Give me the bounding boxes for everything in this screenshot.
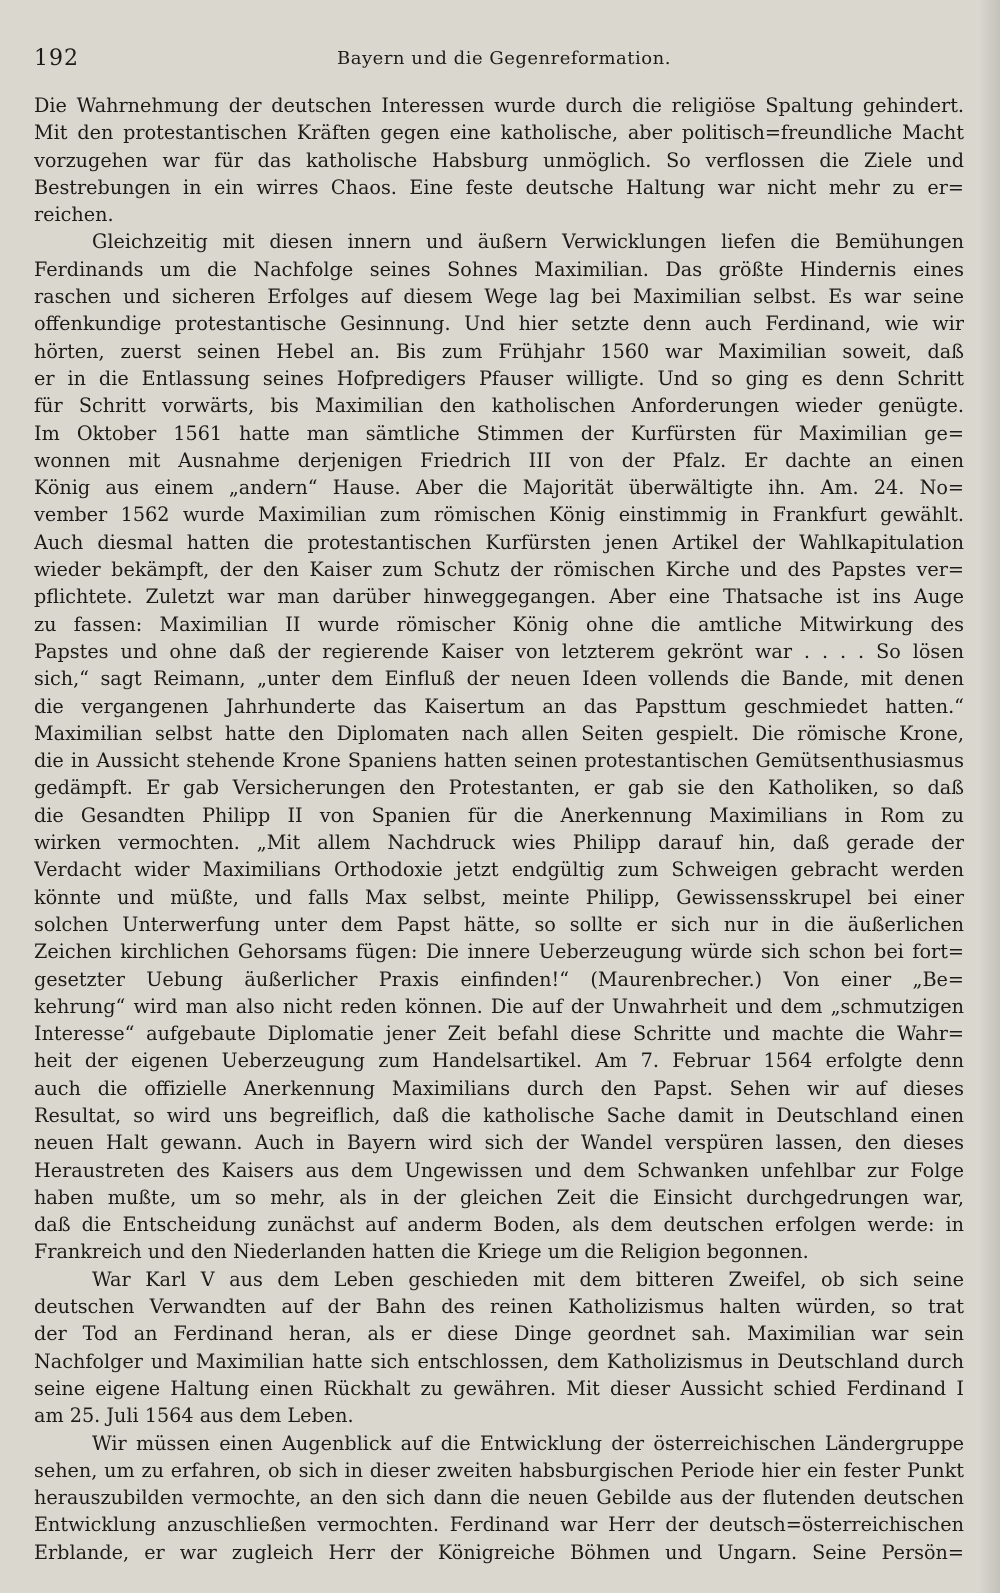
text-line: am 25. Juli 1564 aus dem Leben.: [34, 1404, 354, 1428]
text-line: gesetzter Uebung äußerlicher Praxis einfinden!“ (Maurenbrecher.) Von einer „Be=: [34, 967, 964, 991]
text-line: könnte und müßte, und falls Max selbst, meinte Philipp, Gewissensskrupel bei einer: [34, 885, 964, 909]
text-line: Die Wahrnehmung der deutschen Interessen wurde durch die religiöse Spaltung gehindert.: [34, 94, 964, 117]
text-line: Papstes und ohne daß der regierende Kaiser von letzterem gekrönt war . . . . So lösen: [34, 639, 964, 663]
text-line: hörten, zuerst seinen Hebel an. Bis zum Frühjahr 1560 war Maximilian soweit, daß: [34, 339, 964, 363]
text-line: Bestrebungen in ein wirres Chaos. Eine feste deutsche Haltung war nicht mehr zu er=: [34, 175, 964, 199]
text-line: kehrung“ wird man also nicht reden können. Die auf der Unwahrheit und dem „schmutzigen: [34, 994, 964, 1018]
text-line: wonnen mit Ausnahme derjenigen Friedrich III von der Pfalz. Er dachte an einen: [34, 448, 964, 472]
text-line: die Gesandten Philipp II von Spanien für die Anerkennung Maximilians in Rom zu: [34, 803, 964, 827]
text-line: Maximilian selbst hatte den Diplomaten nach allen Seiten gespielt. Die römische Krone,: [34, 721, 964, 745]
text-line: gedämpft. Er gab Versicherungen den Protestanten, er gab sie den Katholiken, so daß: [34, 776, 964, 800]
text-line: daß die Entscheidung zunächst auf anderm Boden, als dem deutschen erfolgen werde: in: [34, 1213, 964, 1237]
text-line: auch die offizielle Anerkennung Maximilians durch den Papst. Sehen wir auf dieses: [34, 1076, 964, 1100]
text-line: die vergangenen Jahrhunderte das Kaisertum an das Papsttum geschmiedet hatten.“: [34, 694, 964, 718]
text-line: Entwicklung anzuschließen vermochten. Ferdinand war Herr der deutsch=österreichischen: [34, 1513, 964, 1537]
text-line: vember 1562 wurde Maximilian zum römischen König einstimmig in Frankfurt gewählt.: [34, 503, 964, 527]
text-line: König aus einem „andern“ Hause. Aber die Majorität überwältigte ihn. Am. 24. No=: [34, 476, 964, 500]
page-number: 192: [34, 46, 79, 71]
running-title: Bayern und die Gegenreformation.: [337, 48, 671, 69]
text-line: pflichtete. Zuletzt war man darüber hinweggegangen. Aber eine Thatsache ist ins Auge: [34, 585, 964, 609]
running-header: [34, 44, 964, 80]
text-line: haben mußte, um so mehr, als in der gleichen Zeit die Einsicht durchgedrungen war,: [34, 1185, 964, 1209]
text-line: herauszubilden vermochte, an den sich dann die neuen Gebilde aus der flutenden deutschen: [34, 1486, 964, 1510]
text-line: solchen Unterwerfung unter dem Papst hätte, so sollte er sich nur in die äußerlichen: [34, 912, 964, 936]
text-line: Ferdinands um die Nachfolge seines Sohnes Maximilian. Das größte Hindernis eines: [34, 257, 964, 281]
text-line: raschen und sicheren Erfolges auf diesem Wege lag bei Maximilian selbst. Es war seine: [34, 285, 964, 309]
text-line: wieder bekämpft, der den Kaiser zum Schutz der römischen Kirche und des Papstes ver=: [34, 558, 964, 582]
text-line: seine eigene Haltung einen Rückhalt zu gewähren. Mit dieser Aussicht schied Ferdinand I: [34, 1376, 964, 1400]
text-line: der Tod an Ferdinand heran, als er diese Dinge geordnet sah. Maximilian war sein: [34, 1322, 964, 1346]
text-line: Mit den protestantischen Kräften gegen eine katholische, aber politisch=freundliche Macht: [34, 121, 964, 145]
text-line: neuen Halt gewann. Auch in Bayern wird sich der Wandel verspüren lassen, den dieses: [34, 1131, 964, 1155]
text-line: wirken vermochten. „Mit allem Nachdruck wies Philipp darauf hin, daß gerade der: [34, 831, 964, 855]
text-line: Verdacht wider Maximilians Orthodoxie jetzt endgültig zum Schweigen gebracht werden: [34, 858, 964, 882]
text-line: Resultat, so wird uns begreiflich, daß die katholische Sache damit in Deutschland einen: [34, 1103, 964, 1127]
text-line: die in Aussicht stehende Krone Spaniens hatten seinen protestantischen Gemütsenthusiasmus: [34, 749, 964, 773]
text-line: Interesse“ aufgebaute Diplomatie jener Zeit befahl diese Schritte und machte die Wahr=: [34, 1022, 964, 1046]
text-line: sich,“ sagt Reimann, „unter dem Einfluß der neuen Ideen vollends die Bande, mit denen: [34, 667, 964, 691]
text-line: zu fassen: Maximilian II wurde römischer König ohne die amtliche Mitwirkung des: [34, 612, 964, 636]
text-line: offenkundige protestantische Gesinnung. Und hier setzte denn auch Ferdinand, wie wir: [34, 312, 964, 336]
text-line: Wir müssen einen Augenblick auf die Entwicklung der österreichischen Ländergruppe: [92, 1431, 964, 1455]
text-line: Heraustreten des Kaisers aus dem Ungewissen und dem Schwanken unfehlbar zur Folge: [34, 1158, 964, 1182]
text-line: Zeichen kirchlichen Gehorsams fügen: Die innere Ueberzeugung würde sich schon bei fort=: [34, 940, 964, 964]
text-line: heit der eigenen Ueberzeugung zum Handelsartikel. Am 7. Februar 1564 erfolgte denn: [34, 1049, 964, 1073]
text-line: Erblande, er war zugleich Herr der Königreiche Böhmen und Ungarn. Seine Persön=: [34, 1540, 964, 1564]
text-line: reichen.: [34, 203, 114, 227]
page-edge-shadow: [978, 0, 1000, 1593]
text-line: vorzugehen war für das katholische Habsburg unmöglich. So verflossen die Ziele und: [34, 148, 964, 172]
text-line: Auch diesmal hatten die protestantischen Kurfürsten jenen Artikel der Wahlkapitulation: [34, 530, 964, 554]
text-line: sehen, um zu erfahren, ob sich in dieser zweiten habsburgischen Periode hier ein fester Punkt: [34, 1458, 964, 1482]
text-line: Gleichzeitig mit diesen innern und äußern Verwicklungen liefen die Bemühungen: [92, 230, 964, 254]
text-line: Im Oktober 1561 hatte man sämtliche Stimmen der Kurfürsten für Maximilian ge=: [34, 421, 964, 445]
text-line: für Schritt vorwärts, bis Maximilian den katholischen Anforderungen wieder genügte.: [34, 394, 964, 418]
text-line: er in die Entlassung seines Hofpredigers Pfauser willigte. Und so ging es denn Schritt: [34, 366, 964, 390]
text-line: Nachfolger und Maximilian hatte sich entschlossen, dem Katholizismus in Deutschland durch: [34, 1349, 964, 1373]
text-line: War Karl V aus dem Leben geschieden mit dem bitteren Zweifel, ob sich seine: [92, 1267, 964, 1291]
text-line: Frankreich und den Niederlanden hatten die Kriege um die Religion begonnen.: [34, 1240, 809, 1264]
text-line: deutschen Verwandten auf der Bahn des reinen Katholizismus halten würden, so trat: [34, 1295, 964, 1319]
body-text: [34, 92, 964, 1566]
